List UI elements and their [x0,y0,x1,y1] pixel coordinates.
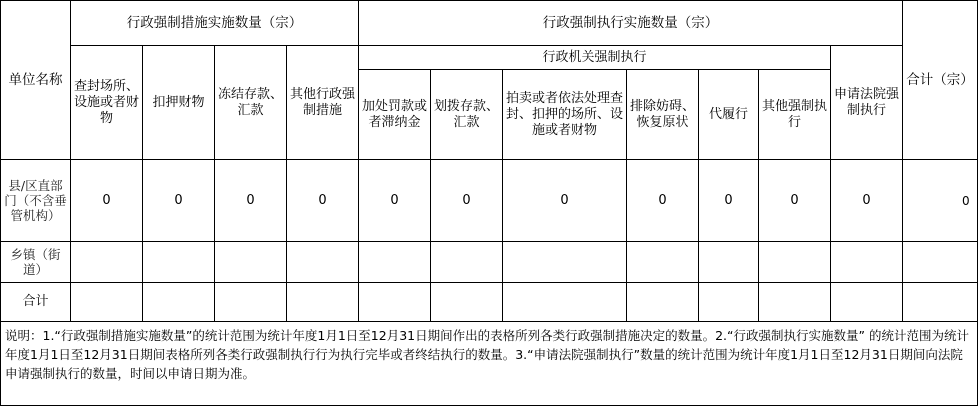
row1-cell: 0 [358,159,431,242]
row2-cell [70,241,143,283]
row1-total-value: 0 [962,194,970,208]
row3-total-cell [902,282,978,322]
row1-cell: 0 [142,159,215,242]
row2-cell [758,241,831,283]
row-label-county: 县/区直部门（不含垂管机构） [0,159,71,242]
header-admin-exec-group: 行政机关强制执行 [358,45,831,70]
header-exec-transfer: 划拨存款、汇款 [430,69,503,160]
header-total: 合计（宗） [902,0,978,160]
header-exec-fine: 加处罚款或者滞纳金 [358,69,431,160]
header-unit-name: 单位名称 [0,0,71,160]
row3-cell [142,282,215,322]
row2-cell [430,241,503,283]
row3-cell [830,282,903,322]
row1-cell: 0 [286,159,359,242]
row3-cell [626,282,699,322]
header-exec-auction: 拍卖或者依法处理查封、扣押的场所、设施或者财物 [502,69,627,160]
row2-cell [142,241,215,283]
row-label-total: 合计 [0,282,71,322]
row2-cell [626,241,699,283]
header-measure-freeze: 冻结存款、汇款 [214,45,287,160]
header-exec-perform: 代履行 [698,69,759,160]
row2-cell [214,241,287,283]
row1-cell: 0 [430,159,503,242]
row1-cell: 0 [214,159,287,242]
row1-cell: 0 [758,159,831,242]
table-note: 说明：1.“行政强制措施实施数量”的统计范围为统计年度1月1日至12月31日期间作出的表格所列各类行政强制措施决定的数量。2.“行政强制执行实施数量” 的统计范围为统计年度1月1日至12月31日期间表格所列各类行政强制执行行为执行完毕或者终结执行的数量。3.“申请法院强制执行”数量的统计范围为统计年度1月1日至12月31日期间向法院申请强制执行的数量，时间以申请日期为准。 [0,321,978,406]
header-court: 申请法院强制执行 [830,45,903,160]
row1-cell: 0 [698,159,759,242]
row2-cell [358,241,431,283]
row3-cell [758,282,831,322]
row3-cell [502,282,627,322]
row2-total-cell [902,241,978,283]
row3-cell [70,282,143,322]
header-exec-other: 其他强制执行 [758,69,831,160]
row1-cell: 0 [70,159,143,242]
header-measure-other: 其他行政强制措施 [286,45,359,160]
row3-cell [214,282,287,322]
row2-cell [698,241,759,283]
header-measure-seize: 扣押财物 [142,45,215,160]
row-label-township: 乡镇（街道） [0,241,71,283]
row3-cell [358,282,431,322]
row2-cell [286,241,359,283]
row3-cell [698,282,759,322]
row3-cell [286,282,359,322]
row1-cell: 0 [830,159,903,242]
header-execution-group: 行政强制执行实施数量（宗） [358,0,903,46]
row1-cell: 0 [502,159,627,242]
header-measure-seal: 查封场所、设施或者财物 [70,45,143,160]
header-measures-group: 行政强制措施实施数量（宗） [70,0,359,46]
row2-cell [502,241,627,283]
header-exec-remove: 排除妨碍、恢复原状 [626,69,699,160]
row1-cell: 0 [626,159,699,242]
row2-cell [830,241,903,283]
row3-cell [430,282,503,322]
